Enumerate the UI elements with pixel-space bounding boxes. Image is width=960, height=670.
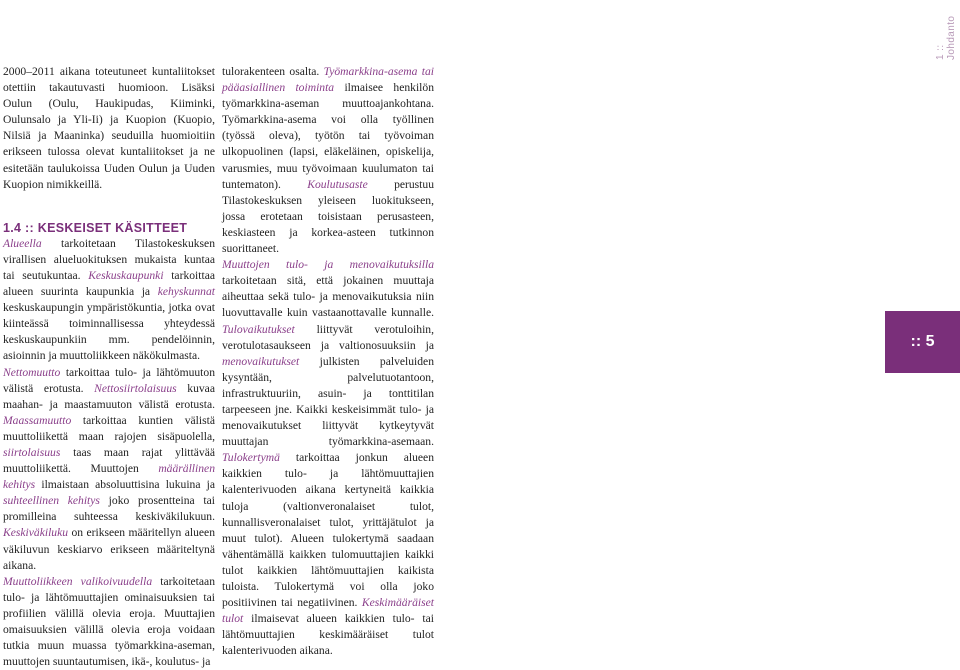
term: menovaikutukset <box>222 354 300 368</box>
term: Maassamuutto <box>3 413 72 427</box>
page-number-tab <box>885 311 960 373</box>
term: Koulutusaste <box>307 177 368 191</box>
paragraph-tyomarkkina: tulorakenteen osalta. Työmarkkina-asema tai pääasiallinen toiminta ilmaisee henkilön työmarkkina-aseman muuttoajankohtana. Työmarkkina-asema voi olla työllinen (työssä oleva), työtön tai työvoiman ulkopuolinen (lapsi, eläkeläinen, opiskelija, varusmies, muu työvoimaan kuulumaton tai tuntematon). Koulutusaste perustuu Tilastokeskuksen yleiseen luokitukseen, jossa erotetaan toisistaan perusasteen, keskiasteen ja korkea-asteen tutkinnon suorittaneet. <box>222 65 434 256</box>
chapter-side-tab <box>935 0 960 60</box>
term: Tulokertymä <box>222 451 280 465</box>
term: Nettosiirtolaisuus <box>94 381 177 395</box>
term: kehyskunnat <box>157 285 215 299</box>
term: siirtolaisuus <box>3 445 61 459</box>
right-column <box>222 64 434 659</box>
term: määrällinen kehitys <box>3 462 215 492</box>
section-heading: 1.4 :: KESKEISET KÄSITTEET <box>3 220 188 235</box>
term: Muuttojen tulo- ja menovaikutuksilla <box>222 258 434 272</box>
left-column <box>3 64 215 670</box>
term: Keskiväkiluku <box>3 526 69 540</box>
term: Alueella <box>3 236 42 250</box>
chapter-label: 1 :: Johdanto <box>935 15 957 60</box>
term: Keskuskaupunki <box>88 268 164 282</box>
term: Keskimääräiset tulot <box>222 596 434 626</box>
term: Tulovaikutukset <box>222 322 295 336</box>
paragraph-nettomuutto: Nettomuutto tarkoittaa tulo- ja lähtömuuton välistä erotusta. Nettosiirtolaisuus kuvaa maahan- ja maastamuuton välistä erotusta. Maassamuutto tarkoittaa kuntien välistä muuttoliikettä maan rajojen sisäpuolella, siirtolaisuus taas maan rajat ylittävää muuttoliikettä. Muuttojen määrällinen kehitys ilmaistaan absoluuttisina lukuina ja suhteellinen kehitys joko prosentteina tai promilleina suhteessa keskiväkilukuun. Keskiväkiluku on erikseen määritellyn alueen väkiluvun keskiarvo erikseen määriteltynä aikana. <box>3 365 216 572</box>
paragraph-alue: Alueella tarkoitetaan Tilastokeskuksen virallisen alueluokituksen mukaista kuntaa tai seutukuntaa. Keskuskaupunki tarkoittaa alueen suurinta kaupunkia ja kehyskunnat keskuskaupungin ympäristökuntia, jotka ovat kiinteässä toiminnallisessa yhteydessä keskuskaupunkiin mm. pendelöinnin, asioinnin ja muuttoliikkeen näkökulmasta. <box>3 236 215 363</box>
term: suhteellinen kehitys <box>3 494 100 508</box>
paragraph-valikoivuus: Muuttoliikkeen valikoivuudella tarkoitetaan tulo- ja lähtömuuttajien ominaisuuksien tai profiilien välillä olevia eroja. Muuttajien omaisuuksien välillä olevia eroja voidaan tutkia muun muassa työmarkkina-aseman, muuttojen suuntautumisen, ikä-, koulutus- ja <box>3 574 215 669</box>
page-number: :: 5 <box>910 333 935 350</box>
term: Nettomuutto <box>3 365 61 379</box>
term: Työmarkkina-asema tai pääasiallinen toiminta <box>222 65 434 95</box>
term: Muuttoliikkeen valikoivuudella <box>3 574 153 588</box>
intro-paragraph: 2000–2011 aikana toteutuneet kuntaliitokset otettiin takautuvasti huomioon. Lisäksi Oulun (Oulu, Haukipudas, Kiiminki, Oulunsalo ja Yli-Ii) ja Kuopion (Kuopio, Nilsiä ja Maaninka) seuduilla huomioitiin erikseen tulossa olevat kuntaliitokset ja ne esitetään taulukoissa Uuden Oulun ja Uuden Kuopion nimikkeillä. <box>3 65 215 191</box>
paragraph-vaikutukset: Muuttojen tulo- ja menovaikutuksilla tarkoitetaan sitä, että jokainen muuttaja aiheuttaa sekä tulo- ja menovaikutuksia niin luovuttavalle kuin vastaanottavalle kunnalle. Tulovaikutukset liittyvät verotuloihin, verotulotasaukseen ja valtionosuuksiin ja menovaikutukset julkisten palveluiden kysyntään, palvelutuotantoon, infrastruktuuriin, asuin- ja tonttitilan tarpeeseen jne. Kaikki keskeisimmät tulo- ja menovaikutukset liittyvät kytkeytyvät muuttajan työmarkkina-asemaan. Tulokertymä tarkoittaa jonkun alueen kaikkien tulo- ja lähtömuuttajien kalenterivuoden aikana kertyneitä kaikkia tuloja (valtionveronalaiset tulot, kunnallisveronalaiset tulot, yrittäjätulot ja muut tulot). Alueen tulokertymä saadaan vähentämällä kaikken tulomuuttajien kaikki tulot kaikkien lähtömuuttajien kaikista tuloista. Tulokertymä voi olla joko positiivinen tai negatiivinen. Keskimääräiset tulot ilmaisevat alueen kaikkien tulo- tai lähtömuuttajien keskimääräiset tulot kalenterivuoden aikana. <box>222 258 434 658</box>
